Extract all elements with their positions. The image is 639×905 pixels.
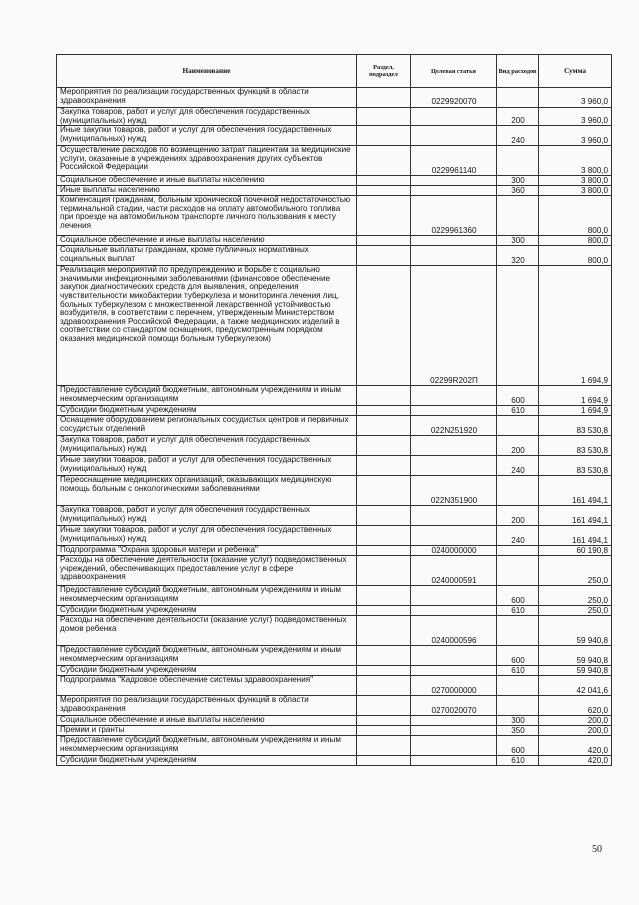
row-name-cell: Социальное обеспечение и иные выплаты населению	[57, 236, 357, 246]
row-section-cell	[357, 506, 411, 526]
row-sum-cell: 83 530,8	[539, 456, 612, 476]
table-row	[57, 186, 612, 196]
row-section-cell	[357, 186, 411, 196]
row-name-cell: Оснащение оборудованием региональных сосудистых центров и первичных сосудистых отделений	[57, 416, 357, 436]
table-row	[57, 586, 612, 606]
row-sum-cell: 200,0	[539, 726, 612, 736]
row-sum-cell: 250,0	[539, 606, 612, 616]
row-section-cell	[357, 716, 411, 726]
table-row	[57, 616, 612, 646]
row-target-cell: 0229920070	[411, 88, 497, 108]
row-sum-cell: 200,0	[539, 716, 612, 726]
row-sum-cell: 161 494,1	[539, 506, 612, 526]
row-target-cell	[411, 716, 497, 726]
row-name-cell: Подпрограмма "Охрана здоровья матери и ребенка"	[57, 546, 357, 556]
row-section-cell	[357, 176, 411, 186]
row-type-cell: 200	[497, 108, 539, 126]
row-type-cell	[497, 546, 539, 556]
row-name-cell: Иные закупки товаров, работ и услуг для обеспечения государственных (муниципальных) нужд	[57, 526, 357, 546]
table-row	[57, 726, 612, 736]
row-type-cell: 300	[497, 716, 539, 726]
row-sum-cell: 3 960,0	[539, 126, 612, 146]
table-row	[57, 546, 612, 556]
row-target-cell: 0229961360	[411, 196, 497, 236]
row-type-cell: 240	[497, 456, 539, 476]
row-name-cell: Осуществление расходов по возмещению затрат пациентам за медицинские услуги, оказанные в учреждениях здравоохранения других субъектов Российской Федерации	[57, 146, 357, 176]
row-sum-cell: 800,0	[539, 236, 612, 246]
row-section-cell	[357, 556, 411, 586]
row-name-cell: Иные выплаты населению	[57, 186, 357, 196]
table-row	[57, 736, 612, 756]
row-section-cell	[357, 88, 411, 108]
row-target-cell: 022N251920	[411, 416, 497, 436]
row-section-cell	[357, 416, 411, 436]
row-section-cell	[357, 196, 411, 236]
row-name-cell: Расходы на обеспечение деятельности (оказание услуг) подведомственных учреждений, обеспечивающих предоставление услуг в сфере здравоохранения	[57, 556, 357, 586]
row-type-cell: 600	[497, 386, 539, 406]
row-name-cell: Мероприятия по реализации государственных функций в области здравоохранения	[57, 88, 357, 108]
row-sum-cell: 420,0	[539, 756, 612, 766]
header-name: Наименование	[57, 55, 357, 88]
row-type-cell: 360	[497, 186, 539, 196]
row-type-cell	[497, 696, 539, 716]
row-section-cell	[357, 726, 411, 736]
table-row	[57, 696, 612, 716]
row-target-cell	[411, 646, 497, 666]
row-target-cell: 0270020070	[411, 696, 497, 716]
table-row	[57, 266, 612, 386]
row-sum-cell: 161 494,1	[539, 476, 612, 506]
row-type-cell	[497, 266, 539, 386]
row-type-cell	[497, 676, 539, 696]
row-sum-cell: 420,0	[539, 736, 612, 756]
row-section-cell	[357, 606, 411, 616]
row-name-cell: Субсидии бюджетным учреждениям	[57, 606, 357, 616]
row-name-cell: Мероприятия по реализации государственных функций в области здравоохранения	[57, 696, 357, 716]
row-type-cell	[497, 476, 539, 506]
row-sum-cell: 3 800,0	[539, 176, 612, 186]
row-target-cell: 0240000596	[411, 616, 497, 646]
row-name-cell: Социальное обеспечение и иные выплаты населению	[57, 176, 357, 186]
table-row	[57, 88, 612, 108]
header-target: Целевая статья	[411, 55, 497, 88]
row-type-cell: 600	[497, 586, 539, 606]
row-target-cell: 0270000000	[411, 676, 497, 696]
row-type-cell: 240	[497, 126, 539, 146]
row-name-cell: Расходы на обеспечение деятельности (оказание услуг) подведомственных домов ребенка	[57, 616, 357, 646]
row-section-cell	[357, 476, 411, 506]
row-name-cell: Предоставление субсидий бюджетным, автономным учреждениям и иным некоммерческим организациям	[57, 736, 357, 756]
header-type: Вид расходов	[497, 55, 539, 88]
row-target-cell: 022N351900	[411, 476, 497, 506]
row-section-cell	[357, 246, 411, 266]
row-section-cell	[357, 526, 411, 546]
row-name-cell: Закупка товаров, работ и услуг для обеспечения государственных (муниципальных) нужд	[57, 506, 357, 526]
row-section-cell	[357, 436, 411, 456]
row-name-cell: Предоставление субсидий бюджетным, автономным учреждениям и иным некоммерческим организациям	[57, 386, 357, 406]
row-section-cell	[357, 236, 411, 246]
row-sum-cell: 59 940,8	[539, 616, 612, 646]
row-section-cell	[357, 386, 411, 406]
row-target-cell	[411, 386, 497, 406]
table-row	[57, 436, 612, 456]
row-sum-cell: 250,0	[539, 556, 612, 586]
row-sum-cell: 800,0	[539, 246, 612, 266]
row-sum-cell: 83 530,8	[539, 416, 612, 436]
row-sum-cell: 42 041,6	[539, 676, 612, 696]
row-section-cell	[357, 546, 411, 556]
table-row	[57, 716, 612, 726]
row-target-cell	[411, 176, 497, 186]
budget-table-page	[56, 54, 611, 766]
table-row	[57, 606, 612, 616]
table-row	[57, 196, 612, 236]
table-row	[57, 526, 612, 546]
row-name-cell: Социальное обеспечение и иные выплаты населению	[57, 716, 357, 726]
row-sum-cell: 250,0	[539, 586, 612, 606]
row-section-cell	[357, 616, 411, 646]
row-type-cell: 320	[497, 246, 539, 266]
row-sum-cell: 59 940,8	[539, 646, 612, 666]
table-row	[57, 176, 612, 186]
row-sum-cell: 1 694,9	[539, 266, 612, 386]
row-type-cell	[497, 196, 539, 236]
table-row	[57, 756, 612, 766]
row-sum-cell: 800,0	[539, 196, 612, 236]
row-type-cell: 610	[497, 756, 539, 766]
row-target-cell	[411, 586, 497, 606]
row-sum-cell: 59 940,8	[539, 666, 612, 676]
row-name-cell: Компенсация гражданам, больным хронической почечной недостаточностью терминальной стадии, части расходов на оплату автомобильного топлива при проезде на автомобильном транспорте личного пользования к месту лечения	[57, 196, 357, 236]
row-name-cell: Премии и гранты	[57, 726, 357, 736]
row-target-cell	[411, 756, 497, 766]
row-type-cell: 600	[497, 646, 539, 666]
row-type-cell: 300	[497, 236, 539, 246]
row-name-cell: Подпрограмма "Кадровое обеспечение системы здравоохранения"	[57, 676, 357, 696]
table-header-row	[57, 55, 612, 88]
row-target-cell	[411, 186, 497, 196]
row-target-cell	[411, 666, 497, 676]
table-row	[57, 476, 612, 506]
table-row	[57, 676, 612, 696]
row-type-cell	[497, 556, 539, 586]
row-target-cell	[411, 108, 497, 126]
row-section-cell	[357, 676, 411, 696]
row-type-cell	[497, 88, 539, 108]
table-row	[57, 126, 612, 146]
row-sum-cell: 3 800,0	[539, 146, 612, 176]
budget-table	[56, 54, 612, 766]
row-name-cell: Закупка товаров, работ и услуг для обеспечения государственных (муниципальных) нужд	[57, 436, 357, 456]
row-sum-cell: 1 694,9	[539, 406, 612, 416]
row-type-cell	[497, 146, 539, 176]
row-type-cell: 240	[497, 526, 539, 546]
row-section-cell	[357, 646, 411, 666]
row-name-cell: Иные закупки товаров, работ и услуг для обеспечения государственных (муниципальных) нужд	[57, 126, 357, 146]
table-row	[57, 456, 612, 476]
row-name-cell: Субсидии бюджетным учреждениям	[57, 406, 357, 416]
row-name-cell: Реализация мероприятий по предупреждению и борьбе с социально значимыми инфекционными заболеваниями (финансовое обеспечение закупок диагностических средств для выявления, определения чувствительности микобактерии туберкулеза и мониторинга лечения лиц, больных туберкулезом с множественной лекарственной устойчивостью возбудителя, в соответствии с перечнем, утвержденным Министерством здравоохранения Российской Федерации, а также медицинских изделий в соответствии со стандартом оснащения, предусмотренным порядком оказания медицинской помощи больным туберкулезом)	[57, 266, 357, 386]
row-type-cell: 300	[497, 176, 539, 186]
row-type-cell: 610	[497, 406, 539, 416]
table-body	[57, 88, 612, 766]
table-row	[57, 386, 612, 406]
row-type-cell: 200	[497, 436, 539, 456]
table-row	[57, 406, 612, 416]
row-target-cell	[411, 526, 497, 546]
row-target-cell	[411, 436, 497, 456]
row-target-cell: 0229961140	[411, 146, 497, 176]
row-section-cell	[357, 266, 411, 386]
row-type-cell: 600	[497, 736, 539, 756]
table-row	[57, 666, 612, 676]
row-section-cell	[357, 126, 411, 146]
row-target-cell	[411, 606, 497, 616]
row-name-cell: Субсидии бюджетным учреждениям	[57, 666, 357, 676]
row-target-cell	[411, 406, 497, 416]
row-target-cell: 02299R202П	[411, 266, 497, 386]
table-row	[57, 246, 612, 266]
row-sum-cell: 620,0	[539, 696, 612, 716]
header-section: Раздел, подраздел	[357, 55, 411, 88]
row-target-cell: 0240000591	[411, 556, 497, 586]
row-sum-cell: 3 960,0	[539, 88, 612, 108]
row-name-cell: Закупка товаров, работ и услуг для обеспечения государственных (муниципальных) нужд	[57, 108, 357, 126]
row-type-cell: 200	[497, 506, 539, 526]
row-sum-cell: 161 494,1	[539, 526, 612, 546]
table-row	[57, 108, 612, 126]
table-row	[57, 236, 612, 246]
table-row	[57, 146, 612, 176]
row-target-cell	[411, 126, 497, 146]
row-sum-cell: 1 694,9	[539, 386, 612, 406]
row-section-cell	[357, 456, 411, 476]
row-target-cell	[411, 236, 497, 246]
row-section-cell	[357, 666, 411, 676]
header-sum: Сумма	[539, 55, 612, 88]
row-name-cell: Иные закупки товаров, работ и услуг для обеспечения государственных (муниципальных) нужд	[57, 456, 357, 476]
page-number: 50	[592, 844, 602, 855]
row-sum-cell: 3 800,0	[539, 186, 612, 196]
table-row	[57, 416, 612, 436]
row-type-cell: 610	[497, 666, 539, 676]
table-row	[57, 556, 612, 586]
row-type-cell: 610	[497, 606, 539, 616]
row-target-cell	[411, 456, 497, 476]
row-type-cell	[497, 416, 539, 436]
row-type-cell: 350	[497, 726, 539, 736]
row-name-cell: Предоставление субсидий бюджетным, автономным учреждениям и иным некоммерческим организациям	[57, 646, 357, 666]
row-section-cell	[357, 108, 411, 126]
row-type-cell	[497, 616, 539, 646]
row-section-cell	[357, 696, 411, 716]
row-section-cell	[357, 406, 411, 416]
row-section-cell	[357, 756, 411, 766]
row-target-cell	[411, 736, 497, 756]
row-name-cell: Субсидии бюджетным учреждениям	[57, 756, 357, 766]
row-name-cell: Переоснащение медицинских организаций, оказывающих медицинскую помощь больным с онкологическими заболеваниями	[57, 476, 357, 506]
row-section-cell	[357, 736, 411, 756]
row-target-cell: 0240000000	[411, 546, 497, 556]
row-name-cell: Социальные выплаты гражданам, кроме публичных нормативных социальных выплат	[57, 246, 357, 266]
row-target-cell	[411, 246, 497, 266]
row-section-cell	[357, 146, 411, 176]
row-sum-cell: 83 530,8	[539, 436, 612, 456]
row-target-cell	[411, 506, 497, 526]
row-sum-cell: 60 190,8	[539, 546, 612, 556]
row-sum-cell: 3 960,0	[539, 108, 612, 126]
row-section-cell	[357, 586, 411, 606]
row-target-cell	[411, 726, 497, 736]
table-row	[57, 506, 612, 526]
table-row	[57, 646, 612, 666]
row-name-cell: Предоставление субсидий бюджетным, автономным учреждениям и иным некоммерческим организациям	[57, 586, 357, 606]
